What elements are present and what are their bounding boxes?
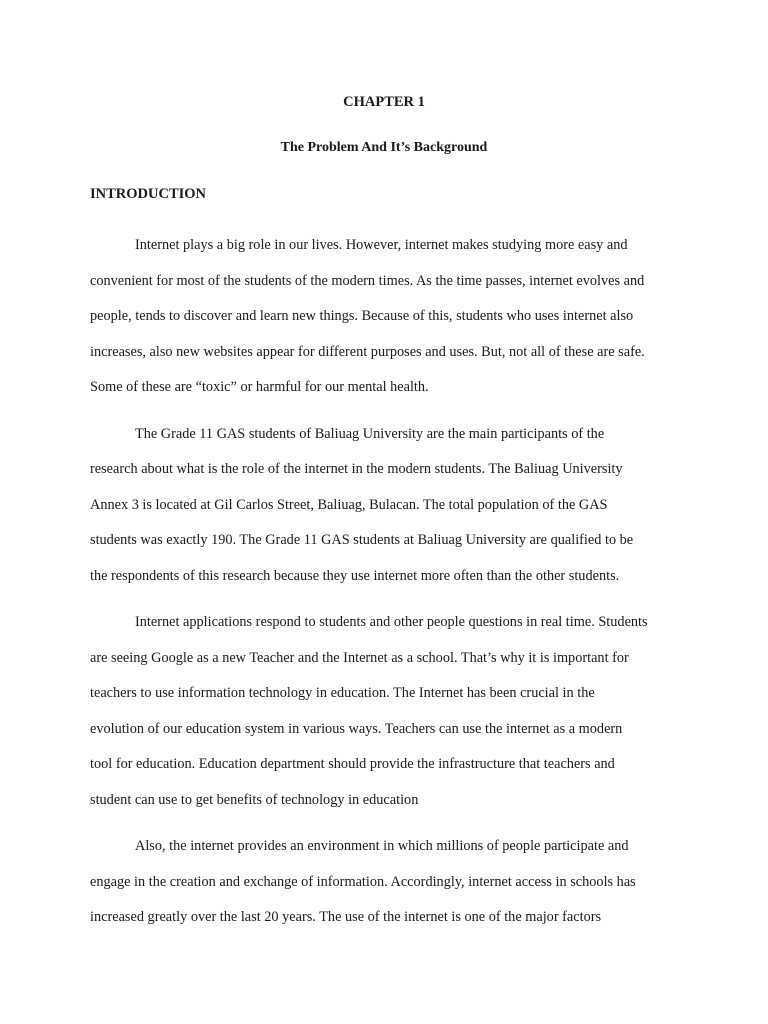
section-heading: INTRODUCTION: [90, 186, 207, 202]
paragraph-3: [90, 605, 690, 818]
chapter-heading: CHAPTER 1: [343, 94, 425, 110]
paragraph-line: increased greatly over the last 20 years. The use of the internet is one of the major factors: [90, 909, 602, 925]
paragraph-line: Also, the internet provides an environment in which millions of people participate and: [135, 838, 629, 854]
paragraph-line: Annex 3 is located at Gil Carlos Street, Baliuag, Bulacan. The total population of the GAS: [90, 496, 608, 513]
paragraph-line: Internet applications respond to students and other people questions in real time. Students: [135, 614, 648, 630]
paragraph-line: people, tends to discover and learn new things. Because of this, students who uses internet also: [90, 308, 634, 324]
paragraph-4: [90, 829, 690, 936]
paragraph-line: students was exactly 190. The Grade 11 GAS students at Baliuag University are qualified to be: [90, 532, 634, 548]
document-body: [90, 228, 690, 947]
chapter-title: The Problem And It’s Background: [280, 140, 488, 155]
paragraph-line: are seeing Google as a new Teacher and the Internet as a school. That’s why it is important for: [90, 649, 629, 666]
paragraph-line: Internet plays a big role in our lives. However, internet makes studying more easy and: [135, 237, 628, 253]
paragraph-line: Some of these are “toxic” or harmful for our mental health.: [90, 379, 429, 395]
paragraph-line: teachers to use information technology in education. The Internet has been crucial in the: [90, 685, 595, 701]
paragraph-line: increases, also new websites appear for different purposes and uses. But, not all of these are safe.: [90, 343, 645, 360]
paragraph-1: [90, 228, 690, 406]
paragraph-2: [90, 417, 690, 595]
paragraph-line: student can use to get benefits of technology in education: [90, 791, 419, 808]
paragraph-line: The Grade 11 GAS students of Baliuag University are the main participants of the: [135, 425, 605, 442]
paragraph-line: tool for education. Education department should provide the infrastructure that teachers and: [90, 756, 615, 772]
paragraph-line: engage in the creation and exchange of information. Accordingly, internet access in schools has: [90, 873, 636, 890]
paragraph-line: the respondents of this research because they use internet more often than the other students.: [90, 567, 620, 584]
paragraph-line: evolution of our education system in various ways. Teachers can use the internet as a modern: [90, 720, 623, 737]
paragraph-line: research about what is the role of the internet in the modern students. The Baliuag University: [90, 461, 623, 477]
paragraph-line: convenient for most of the students of the modern times. As the time passes, internet evolves and: [90, 272, 645, 289]
